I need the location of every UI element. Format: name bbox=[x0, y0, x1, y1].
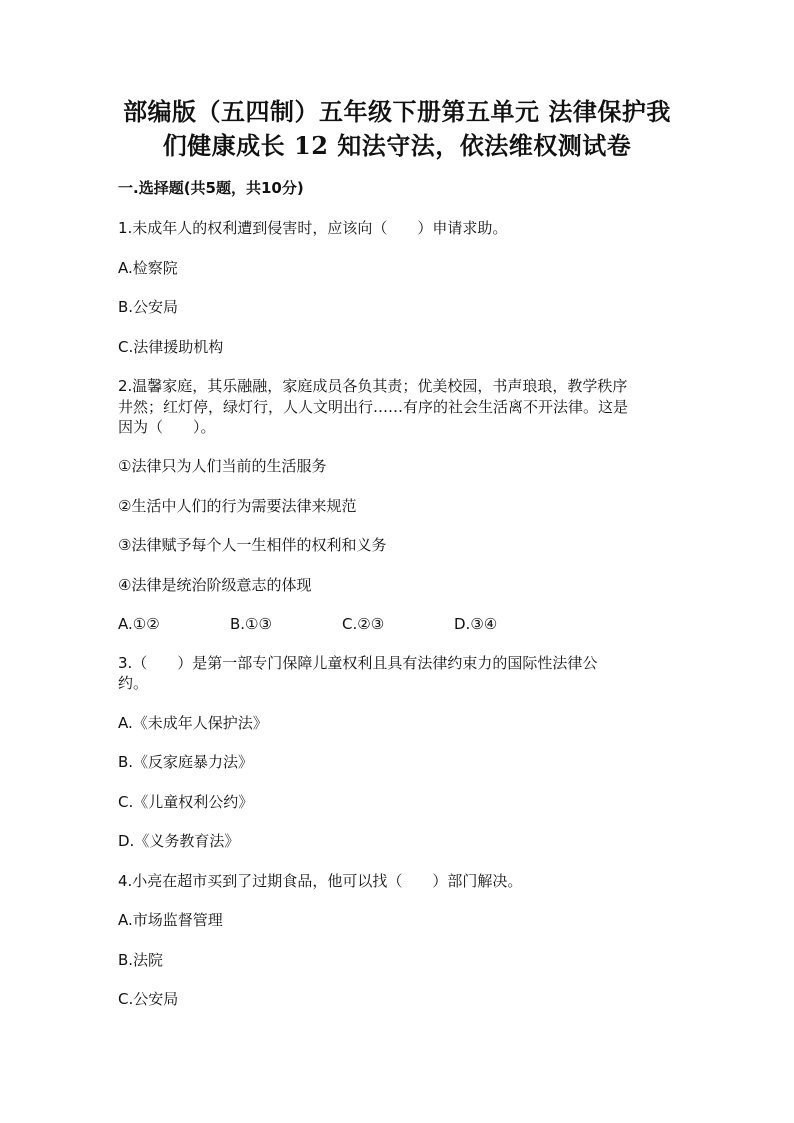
question-4-stem: 4.小亮在超市买到了过期食品，他可以找（ ）部门解决。 bbox=[118, 872, 523, 890]
question-2-stem-line-1: 2.温馨家庭，其乐融融，家庭成员各负其责；优美校园，书声琅琅，教学秩序 bbox=[118, 377, 628, 395]
question-2-stem-line-3: 因为（ ）。 bbox=[118, 418, 216, 436]
question-2-option-b: B.①③ bbox=[230, 615, 272, 633]
question-2-stem-line-2: 井然；红灯停，绿灯行，人人文明出行……有序的社会生活离不开法律。这是 bbox=[118, 398, 629, 416]
question-2-options bbox=[118, 614, 678, 634]
question-4-option-a: A.市场监督管理 bbox=[118, 911, 223, 929]
exam-title-line-2: 们健康成长 12 知法守法，依法维权测试卷 bbox=[162, 131, 632, 160]
question-4-option-c: C.公安局 bbox=[118, 990, 179, 1008]
question-3-option-c: C.《儿童权利公约》 bbox=[118, 793, 254, 811]
question-2-option-d: D.③④ bbox=[454, 615, 498, 633]
question-2-statement-4: ④法律是统治阶级意志的体现 bbox=[118, 576, 312, 594]
question-4-option-b: B.法院 bbox=[118, 951, 164, 969]
question-1-option-a: A.检察院 bbox=[118, 259, 178, 277]
question-3-stem-line-1: 3.（ ）是第一部专门保障儿童权利且具有法律约束力的国际性法律公 bbox=[118, 654, 598, 672]
question-3-option-b: B.《反家庭暴力法》 bbox=[118, 753, 254, 771]
question-1-stem: 1.未成年人的权利遭到侵害时，应该向（ ）申请求助。 bbox=[118, 219, 508, 237]
question-3-option-d: D.《义务教育法》 bbox=[118, 832, 240, 850]
exam-title-line-1: 部编版（五四制）五年级下册第五单元 法律保护我 bbox=[123, 97, 671, 126]
question-2-statement-2: ②生活中人们的行为需要法律来规范 bbox=[118, 497, 357, 515]
exam-title bbox=[100, 95, 694, 163]
question-2-statement-1: ①法律只为人们当前的生活服务 bbox=[118, 457, 327, 475]
section-heading: 一.选择题(共5题，共10分) bbox=[118, 179, 304, 197]
question-1-option-c: C.法律援助机构 bbox=[118, 338, 224, 356]
question-3-stem-line-2: 约。 bbox=[118, 674, 149, 692]
question-3-option-a: A.《未成年人保护法》 bbox=[118, 714, 268, 732]
question-1-option-b: B.公安局 bbox=[118, 298, 179, 316]
question-2-statement-3: ③法律赋予每个人一生相伴的权利和义务 bbox=[118, 536, 387, 554]
question-2-option-a: A.①② bbox=[118, 615, 160, 633]
question-2-option-c: C.②③ bbox=[342, 615, 385, 633]
